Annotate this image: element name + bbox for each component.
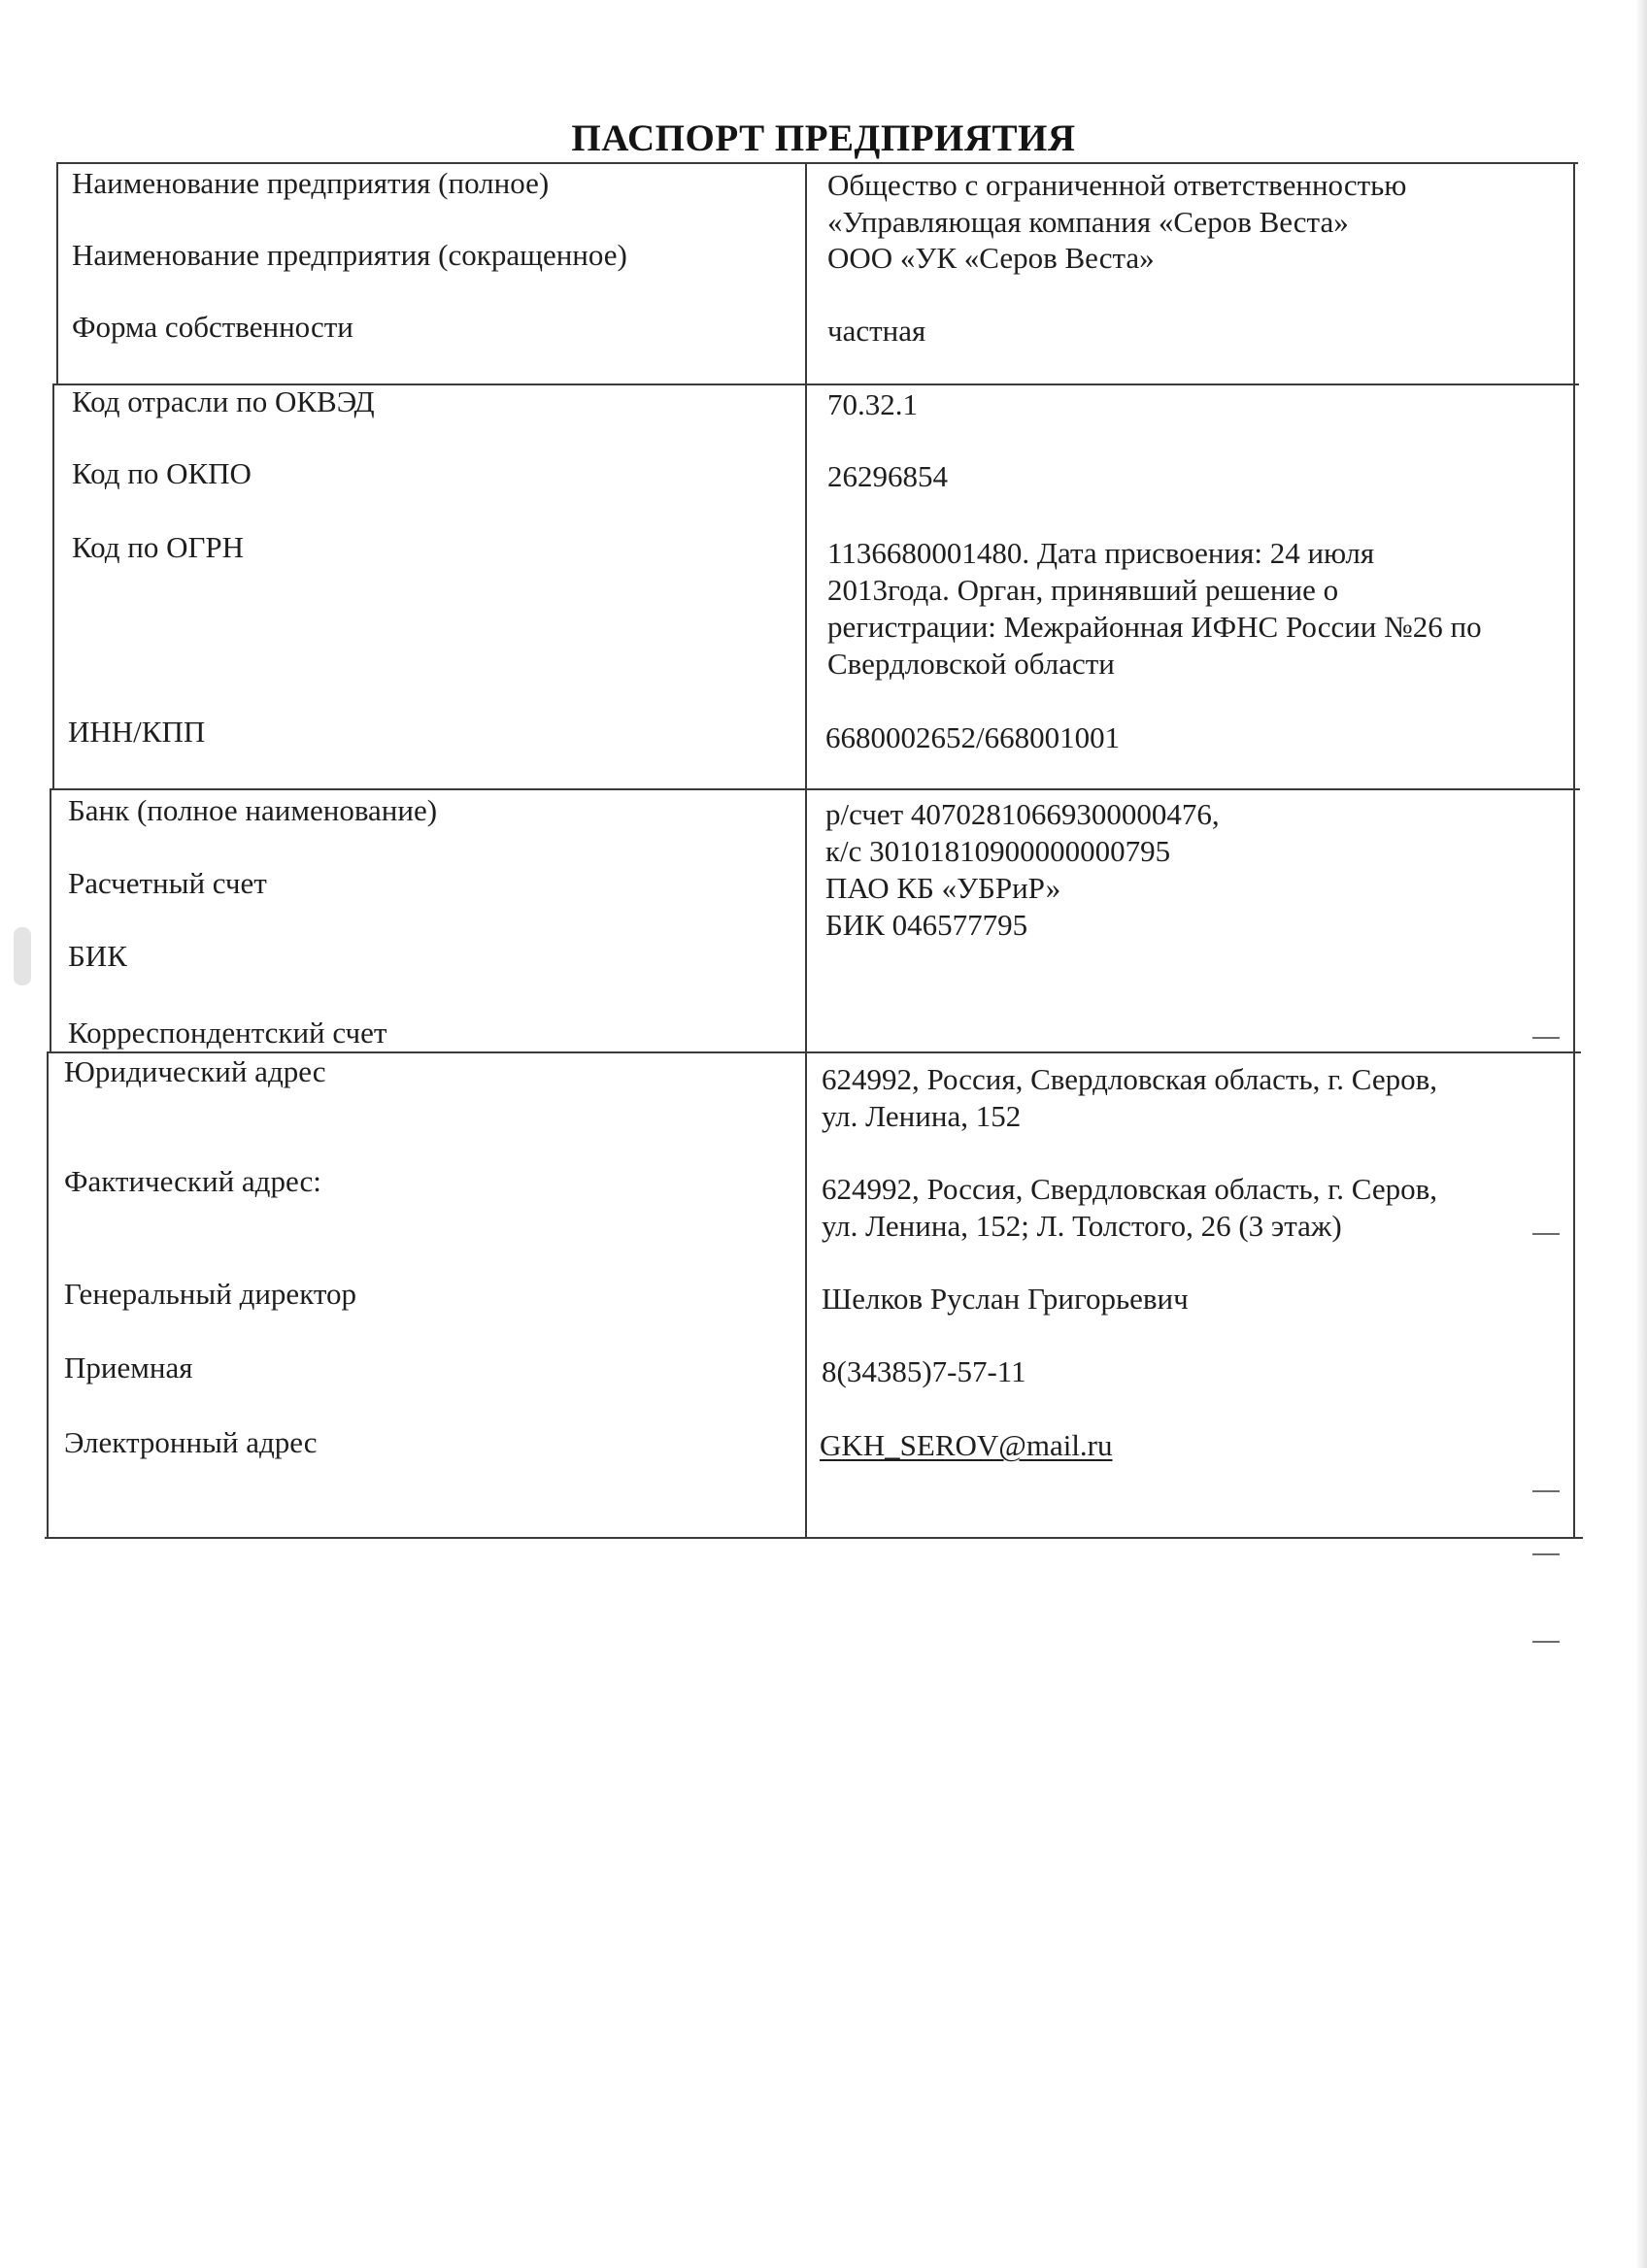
value-legal-address: 624992, Россия, Свердловская область, г. Серов, ул. Ленина, 152	[822, 1062, 1438, 1133]
label-bik: БИК	[68, 939, 127, 973]
document-title: ПАСПОРТ ПРЕДПРИЯТИЯ	[571, 117, 1076, 159]
row-divider-2	[50, 788, 1580, 790]
table-left-border	[56, 162, 58, 385]
label-okved: Код отрасли по ОКВЭД	[72, 384, 375, 418]
label-legal-address: Юридический адрес	[64, 1054, 326, 1088]
email-link[interactable]: GKH_SEROV@mail.ru	[820, 1428, 1113, 1462]
scan-mark	[1532, 1037, 1560, 1039]
scan-mark	[1532, 1641, 1560, 1643]
label-email: Электронный адрес	[64, 1425, 318, 1459]
value-okpo: 26296854	[827, 459, 948, 493]
table-top-border	[58, 162, 1578, 164]
label-settlement-account: Расчетный счет	[68, 866, 267, 900]
scan-mark	[1532, 1233, 1560, 1235]
table-bottom-border	[45, 1537, 1583, 1539]
value-short-name: ООО «УК «Серов Веста»	[827, 241, 1155, 275]
label-inn-kpp: ИНН/КПП	[68, 715, 206, 749]
value-general-director: Шелков Руслан Григорьевич	[822, 1282, 1189, 1316]
table-left-border-4	[47, 1051, 49, 1538]
table-middle-border	[805, 162, 807, 1538]
value-ogrn: 1136680001480. Дата присвоения: 24 июля 2013года. Орган, принявший решение о регистрации: Межрайонная ИФНС России №26 по Свердловской области	[827, 536, 1482, 681]
label-short-name: Наименование предприятия (сокращенное)	[72, 238, 627, 272]
label-correspondent-account: Корреспондентский счет	[68, 1016, 387, 1050]
scan-mark	[1532, 1490, 1560, 1492]
scan-mark	[1532, 1553, 1560, 1555]
value-reception-phone: 8(34385)7-57-11	[822, 1354, 1026, 1388]
value-okved: 70.32.1	[827, 387, 918, 421]
value-ownership-form: частная	[827, 314, 926, 348]
value-full-name: Общество с ограниченной ответственностью «Управляющая компания «Серов Веста»	[827, 168, 1407, 239]
value-actual-address: 624992, Россия, Свердловская область, г. Серов, ул. Ленина, 152; Л. Толстого, 26 (3 этаж)	[822, 1172, 1438, 1243]
value-bank-details: р/счет 40702810669300000476, к/с 30101810900000000795 ПАО КБ «УБРиР» БИК 046577795	[825, 797, 1220, 942]
label-full-name: Наименование предприятия (полное)	[72, 166, 550, 200]
label-ownership-form: Форма собственности	[72, 310, 353, 344]
scan-edge-shadow	[1635, 0, 1647, 2268]
table-left-border-3	[50, 788, 51, 1052]
label-bank: Банк (полное наименование)	[68, 793, 438, 827]
label-reception: Приемная	[64, 1351, 193, 1384]
scan-smudge	[14, 927, 31, 985]
table-right-border	[1573, 162, 1575, 1538]
label-okpo: Код по ОКПО	[72, 456, 252, 490]
label-ogrn: Код по ОГРН	[72, 530, 245, 564]
table-left-border-2	[52, 384, 54, 789]
label-actual-address: Фактический адрес:	[64, 1164, 321, 1198]
label-general-director: Генеральный директор	[64, 1277, 356, 1311]
value-inn-kpp: 6680002652/668001001	[825, 720, 1121, 754]
